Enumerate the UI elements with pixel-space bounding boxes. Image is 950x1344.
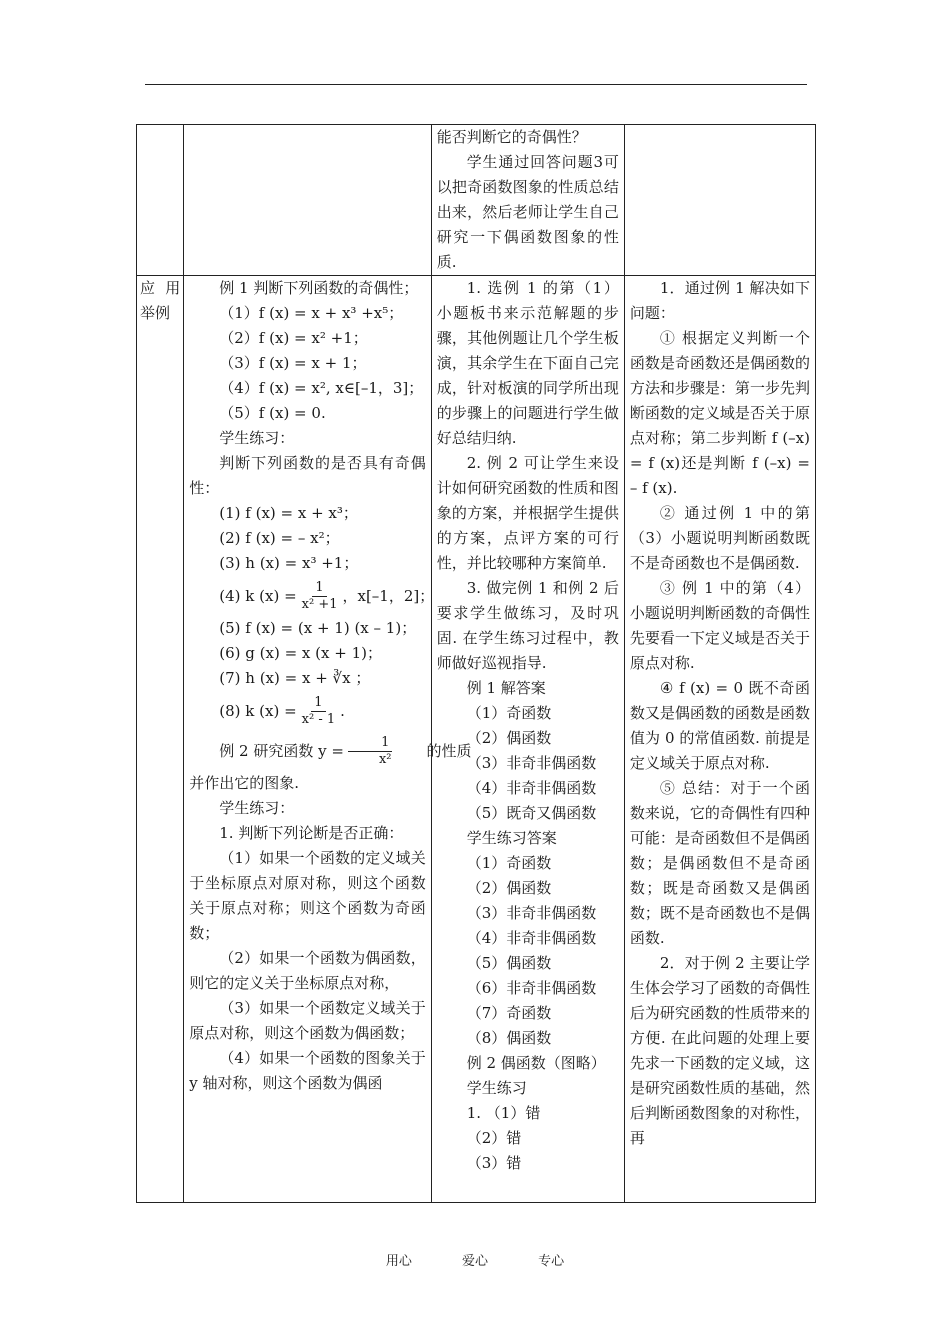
fraction-numerator: 1: [312, 580, 326, 597]
judge-item: （1）如果一个函数的定义域关于坐标原点对原对称，则这个函数关于原点对称；则这个函数为奇函数；: [189, 849, 426, 942]
text-paragraph: 2．对于例 2 主要让学生体会学习了函数的奇偶性后为研究函数的性质带来的方便. 在此问题的处理上要先求一下函数的定义域，这是研究函数性质的基础，然后判断函数图象的对称性，再: [629, 954, 810, 1147]
answer-item: （3）非奇非偶函数: [466, 904, 597, 922]
example1-title: 例 1 判断下列函数的奇偶性；: [219, 279, 419, 297]
table-row: [137, 276, 816, 1203]
row1-content-cell: [184, 125, 431, 276]
practice-item-suffix: .: [340, 702, 345, 720]
example1-item: （4）f (x) = x², x∈[–1，3]；: [219, 379, 424, 397]
section-label: 应用举例: [137, 276, 184, 1203]
practice-intro: 判断下列函数的是否具有奇偶性：: [189, 454, 426, 497]
practice-item-prefix: (8) k (x) =: [219, 702, 297, 720]
fraction-denominator: x²: [378, 751, 392, 767]
page-footer: [0, 1250, 950, 1269]
fraction-numerator: 1: [311, 695, 325, 712]
design-intent-cell: [624, 276, 815, 1203]
answer-title: 例 2 偶函数（图略）: [466, 1054, 606, 1072]
judge-item: （4）如果一个函数的图象关于 y 轴对称，则这个函数为偶函: [189, 1049, 426, 1092]
answer-item: 1. （1）错: [466, 1104, 541, 1122]
text-paragraph: ① 根据定义判断一个函数是奇函数还是偶函数的方法和步骤是：第一步先判断函数的定义域是否关于原点对称；第二步判断 f (–x) = f (x)还是判断 f (–x) = – f (x).: [629, 329, 810, 497]
answer-item: （3）非奇非偶函数: [466, 754, 597, 772]
practice-item: (5) f (x) = (x + 1) (x – 1)；: [219, 619, 417, 637]
practice-item-fraction: [189, 576, 435, 616]
answer-title: 例 1 解答案: [466, 679, 546, 697]
example2-continuation: 并作出它的图象.: [189, 774, 300, 792]
answer-item: （4）非奇非偶函数: [466, 779, 597, 797]
table-row: [137, 125, 816, 276]
example2-suffix: 的性质: [426, 742, 472, 760]
row1-activity-cell: [431, 125, 624, 276]
fraction-numerator: 1: [348, 735, 392, 752]
practice-item-prefix: (4) k (x) =: [219, 587, 297, 605]
fraction: [299, 580, 341, 613]
text-paragraph: 1. 选例 1 的第（1）小题板书来示范解题的步骤，其他例题让几个学生板演，其余学生在下面自己完成，针对板演的同学所出现的步骤上的问题进行学生做好总结归纳.: [436, 279, 619, 447]
answer-item: （2）错: [466, 1129, 522, 1147]
footer-text: 爱心: [461, 1254, 488, 1269]
text-paragraph: 2. 例 2 可让学生来设计如何研究函数的性质和图象的方案，并根据学生提供的方案，点评方案的可行性，并比较哪种方案简单.: [436, 454, 619, 572]
example1-item: （1）f (x) = x + x³ +x⁵；: [219, 304, 404, 322]
header-rule: [145, 84, 807, 85]
example1-item: （5）f (x) = 0.: [219, 404, 326, 422]
example2-prefix: 例 2 研究函数 y =: [219, 742, 344, 760]
fraction: [346, 735, 395, 768]
example1-item: （2）f (x) = x² +1；: [219, 329, 368, 347]
examples-cell: [184, 276, 472, 1203]
fraction-denominator: x² - 1: [301, 711, 336, 727]
text-paragraph: ④ f (x) = 0 既不奇函数又是偶函数的函数是函数值为 0 的常值函数. 前提是定义域关于原点对称.: [629, 679, 810, 772]
text-line: 能否判断它的奇偶性？: [436, 128, 587, 146]
practice-item: (1) f (x) = x + x³；: [219, 504, 358, 522]
answer-title: 学生练习: [466, 1079, 527, 1097]
answer-item: （7）奇函数: [466, 1004, 552, 1022]
answer-item: （2）偶函数: [466, 729, 552, 747]
text-paragraph: 学生通过回答问题3可以把奇函数图象的性质总结出来，然后老师让学生自己研究一下偶函数图象的性质.: [436, 153, 619, 271]
judge-item: （2）如果一个函数为偶函数，则它的定义关于坐标原点对称，: [189, 949, 426, 992]
practice-item-fraction: [189, 691, 425, 731]
answer-item: （4）非奇非偶函数: [466, 929, 597, 947]
judge-item: （3）如果一个函数定义域关于原点对称，则这个函数为偶函数；: [189, 999, 426, 1042]
example1-item: （3）f (x) = x + 1；: [219, 354, 367, 372]
practice-item: (2) f (x) = – x²；: [219, 529, 340, 547]
lesson-table: [136, 124, 816, 1203]
answer-item: （1）奇函数: [466, 854, 552, 872]
practice-item: (6) g (x) = x (x + 1)；: [219, 644, 382, 662]
practice2-title: 学生练习：: [219, 799, 295, 817]
answer-item: （1）奇函数: [466, 704, 552, 722]
practice-title: 学生练习：: [219, 429, 295, 447]
practice-item-suffix: ，x[–1，2]；: [342, 587, 435, 605]
answer-item: （3）错: [466, 1154, 522, 1172]
text-paragraph: ③ 例 1 中的第（4）小题说明判断函数的奇偶性先要看一下定义域是否关于原点对称.: [629, 579, 810, 672]
text-paragraph: 1．通过例 1 解决如下问题：: [629, 279, 810, 322]
row1-intent-cell: [624, 125, 815, 276]
answer-item: （2）偶函数: [466, 879, 552, 897]
answer-item: （5）既奇又偶函数: [466, 804, 597, 822]
footer-text: 用心: [385, 1254, 412, 1269]
footer-text: 专心: [538, 1254, 565, 1269]
practice-item: (3) h (x) = x³ +1；: [219, 554, 359, 572]
answer-item: （5）偶函数: [466, 954, 552, 972]
text-paragraph: ⑤ 总结：对于一个函数来说，它的奇偶性有四种可能：是奇函数但不是偶函数；是偶函数但不是奇函数；既是奇函数又是偶函数；既不是奇函数也不是偶函数.: [629, 779, 810, 947]
row1-label-cell: [137, 125, 184, 276]
example2-title: [189, 731, 472, 771]
answer-item: （6）非奇非偶函数: [466, 979, 597, 997]
fraction: [299, 695, 338, 728]
answer-item: （8）偶函数: [466, 1029, 552, 1047]
practice-item: (7) h (x) = x + ∛x ；: [219, 669, 371, 687]
text-paragraph: 3. 做完例 1 和例 2 后要求学生做练习，及时巩固. 在学生练习过程中，教师做好巡视指导.: [436, 579, 619, 672]
answer-title: 学生练习答案: [466, 829, 557, 847]
fraction-denominator: x² +1: [301, 596, 338, 612]
text-paragraph: ② 通过例 1 中的第（3）小题说明判断函数既不是奇函数也不是偶函数.: [629, 504, 810, 572]
judge-title: 1. 判断下列论断是否正确：: [219, 824, 404, 842]
